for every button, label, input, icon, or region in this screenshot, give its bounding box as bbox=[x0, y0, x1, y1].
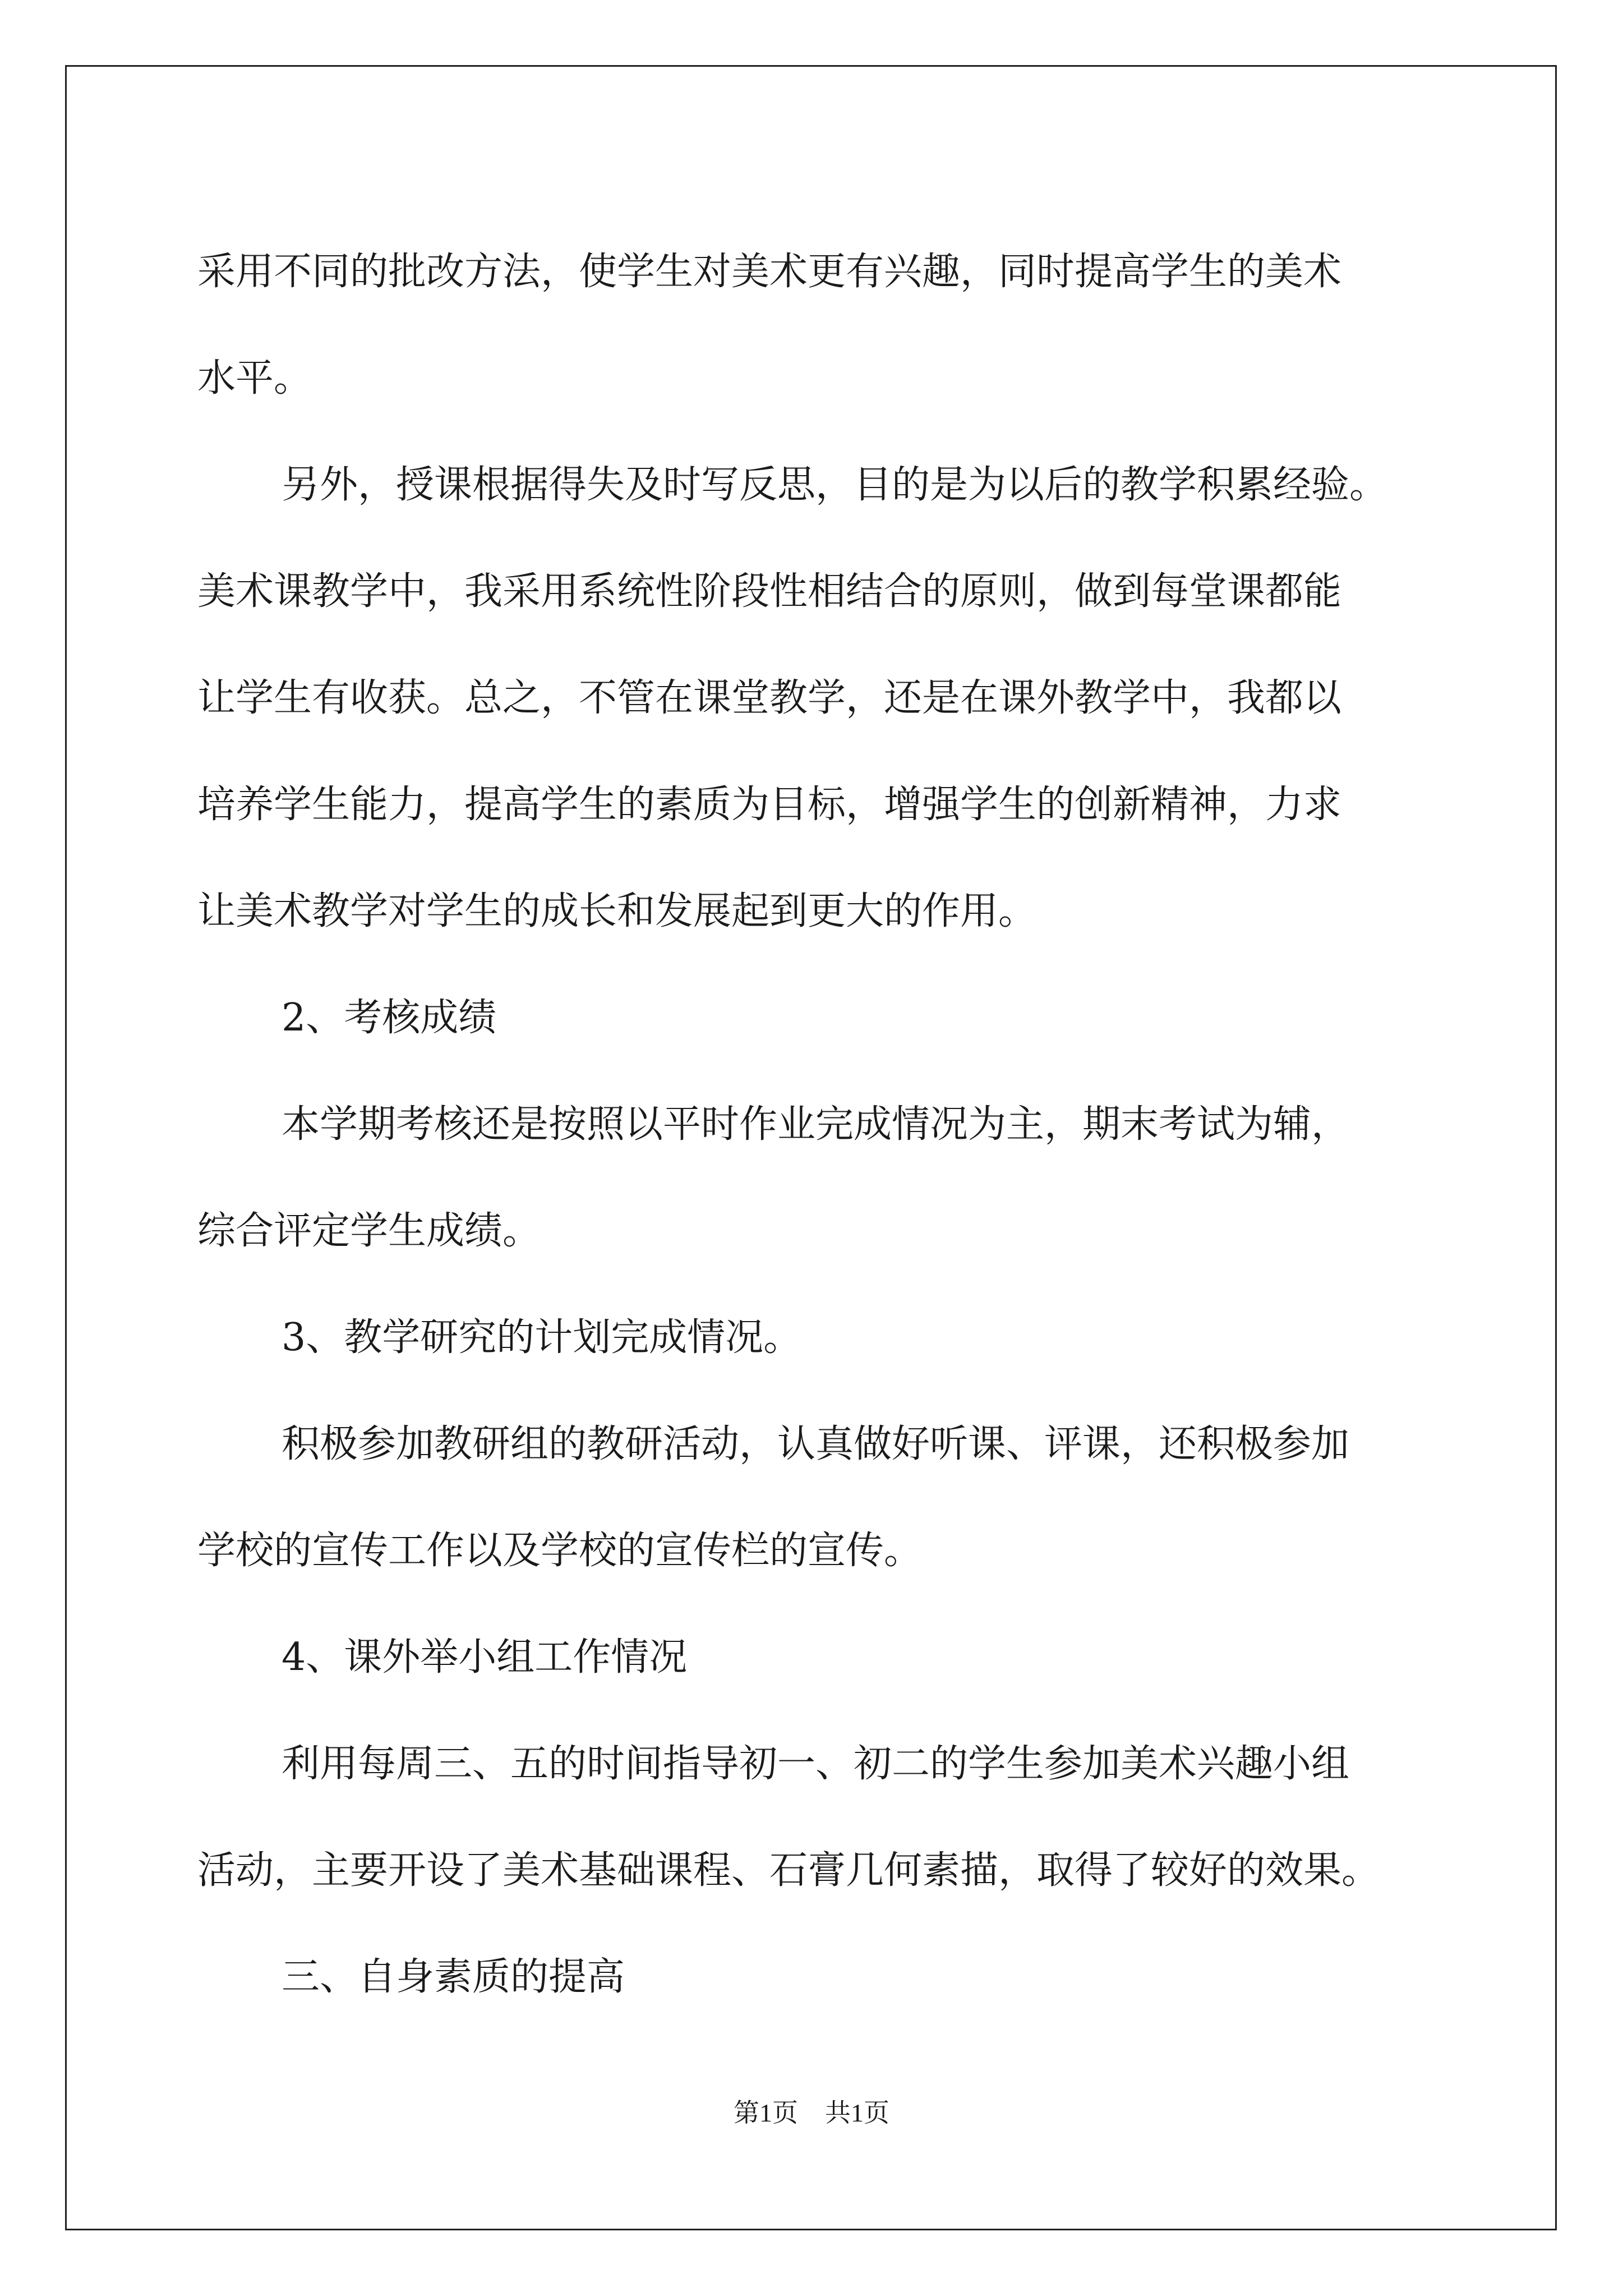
text-line: 让美术教学对学生的成长和发展起到更大的作用。 bbox=[197, 889, 1037, 933]
text-line: 美术课教学中，我采用系统性阶段性相结合的原则，做到每堂课都能 bbox=[197, 569, 1342, 614]
section-heading: 三、自身素质的提高 bbox=[282, 1955, 625, 1999]
text-line: 另外，授课根据得失及时写反思，目的是为以后的教学积累经验。 bbox=[282, 463, 1388, 507]
text-line: 培养学生能力，提高学生的素质为目标，增强学生的创新精神，力求 bbox=[197, 783, 1342, 827]
section-heading: 3、教学研究的计划完成情况。 bbox=[282, 1315, 802, 1360]
section-heading: 4、课外举小组工作情况 bbox=[282, 1635, 688, 1680]
text-line: 活动，主要开设了美术基础课程、石膏几何素描，取得了较好的效果。 bbox=[197, 1848, 1380, 1893]
document-body bbox=[197, 219, 1448, 2031]
text-line: 本学期考核还是按照以平时作业完成情况为主，期末考试为辅， bbox=[282, 1102, 1350, 1147]
page-number-total: 共1页 bbox=[825, 2099, 889, 2127]
text-line: 水平。 bbox=[197, 356, 312, 401]
text-line: 综合评定学生成绩。 bbox=[197, 1209, 541, 1253]
page-number-current: 第1页 bbox=[734, 2099, 798, 2127]
text-line: 积极参加教研组的教研活动，认真做好听课、评课，还积极参加 bbox=[282, 1422, 1350, 1466]
text-line: 让学生有收获。总之，不管在课堂教学，还是在课外教学中，我都以 bbox=[197, 676, 1342, 720]
section-heading: 2、考核成绩 bbox=[282, 996, 497, 1040]
page-footer bbox=[0, 2092, 1623, 2129]
text-line: 学校的宣传工作以及学校的宣传栏的宣传。 bbox=[197, 1529, 923, 1573]
text-line: 采用不同的批改方法，使学生对美术更有兴趣，同时提高学生的美术 bbox=[197, 250, 1342, 294]
text-line: 利用每周三、五的时间指导初一、初二的学生参加美术兴趣小组 bbox=[282, 1742, 1350, 1786]
